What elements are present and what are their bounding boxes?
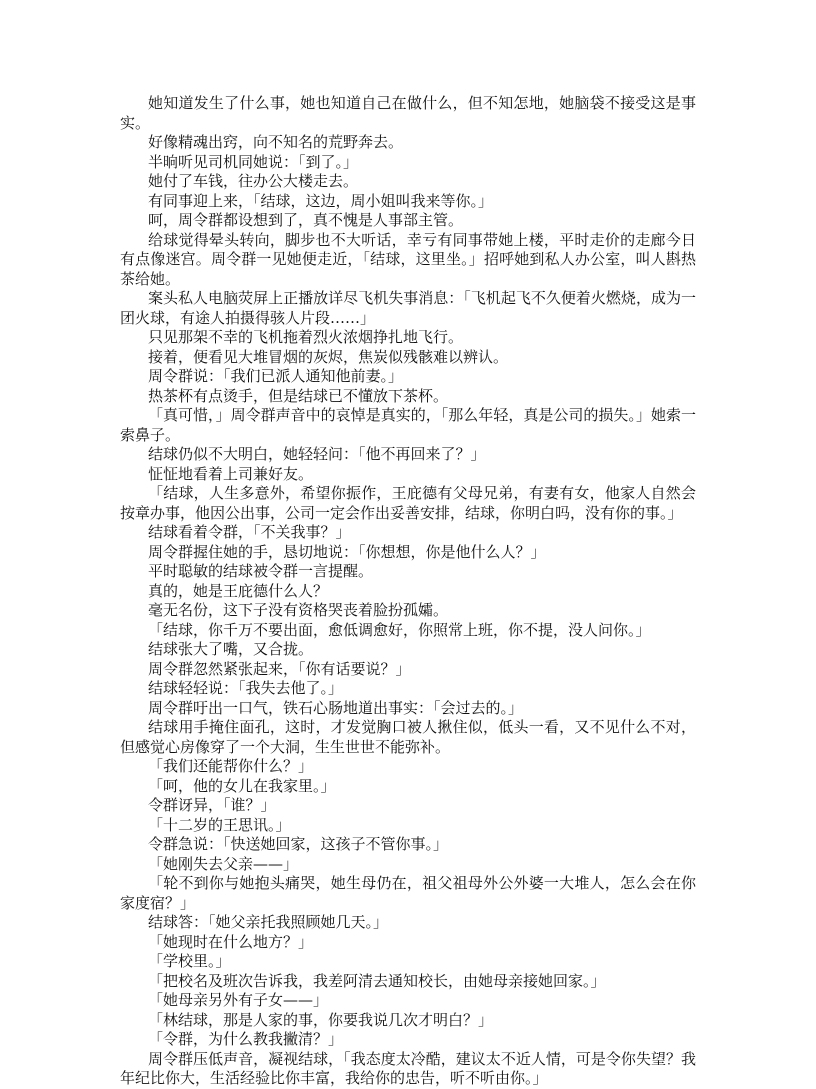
paragraph: 周令群握住她的手，恳切地说：「你想想，你是他什么人？」 [148,542,546,561]
paragraph: 毫无名份，这下子没有资格哭丧着脸扮孤孀。 [148,601,449,619]
paragraph: 结球答：「她父亲托我照顾她几天。」 [148,913,389,931]
paragraph: 结球用手掩住面孔，这时，才发觉胸口被人揪住似，低头一看，又不见什么不对，但感觉心房像穿了一个大洞，生生世世不能弥补。 [120,718,696,756]
paragraph: 「她母亲另外有子女——」 [148,991,329,1009]
paragraph: 平时聪敏的结球被令群一言提醒。 [148,562,374,580]
paragraph: 「结球，人生多意外，希望你振作，王庇德有父母兄弟，有妻有女，他家人自然会按章办事，他因公出事，公司一定会作出妥善安排，结球，你明白吗，没有你的事。」 [120,484,696,522]
paragraph: 周令群吁出一口气，铁石心肠地道出事实：「会过去的。」 [148,698,524,717]
paragraph: 呵，周令群都设想到了，真不愧是人事部主管。 [148,211,464,229]
paragraph: 「轮不到你与她抱头痛哭，她生母仍在，祖父祖母外公外婆一大堆人，怎么会在你家度宿？」 [120,874,696,912]
paragraph: 令群讶异，「谁？」 [148,796,276,814]
paragraph: 周令群忽然紧张起来，「你有话要说？」 [148,659,411,678]
paragraph: 周令群压低声音，凝视结球，「我态度太冷酷，建议太不近人情，可是令你失望？我年纪比你大，生活经验比你丰富，我给你的忠告，听不听由你。」 [120,1049,696,1087]
paragraph: 结球仍似不大明白，她轻轻问：「他不再回来了？」 [148,445,486,463]
paragraph: 「学校里。」 [148,952,231,970]
paragraph: 有同事迎上来，「结球，这边，周小姐叫我来等你。」 [148,191,494,210]
paragraph: 接着，便看见大堆冒烟的灰烬，焦炭似残骸难以辨认。 [148,347,509,366]
paragraph: 半晌听见司机同她说：「到了。」 [148,152,359,171]
document-page [120,94,696,1089]
paragraph: 「结球，你千万不要出面，愈低调愈好，你照常上班，你不提，没人问你。」 [148,620,651,639]
paragraph: 令群急说：「快送她回家，这孩子不管你事。」 [148,835,449,853]
paragraph: 「令群，为什么教我撇清？」 [148,1030,344,1048]
paragraph: 「呵，他的女儿在我家里。」 [148,776,336,795]
paragraph: 结球看着令群，「不关我事？」 [148,523,351,541]
paragraph: 真的，她是王庇德什么人？ [148,581,329,600]
paragraph: 「我们还能帮你什么？」 [148,757,314,775]
paragraph: 「她刚失去父亲——」 [148,854,299,873]
paragraph: 只见那架不幸的飞机拖着烈火浓烟挣扎地飞行。 [148,328,464,346]
paragraph: 结球张大了嘴，又合拢。 [148,640,314,658]
paragraph: 她付了车钱，往办公大楼走去。 [148,172,359,190]
paragraph: 给球觉得晕头转向，脚步也不大听话，幸亏有同事带她上楼，平时走价的走廊今日有点像迷宫。周令群一见她便走近，「结球，这里坐。」招呼她到私人办公室，叫人斟热茶给她。 [120,230,696,288]
paragraph: 案头私人电脑荧屏上正播放详尽飞机失事消息：「飞机起飞不久便着火燃烧，成为一团火球，有途人拍摄得骇人片段……」 [120,289,696,327]
paragraph: 「她现时在什么地方？」 [148,932,314,951]
paragraph: 结球轻轻说：「我失去他了。」 [148,679,344,697]
paragraph: 好像精魂出窍，向不知名的荒野奔去。 [148,133,404,151]
paragraph: 怔怔地看着上司兼好友。 [148,464,314,483]
paragraph: 「真可惜，」周令群声音中的哀悼是真实的，「那么年轻，真是公司的损失。」她索一索鼻子。 [120,406,696,444]
paragraph: 热茶杯有点烫手，但是结球已不懂放下茶杯。 [148,386,449,405]
paragraph: 「十二岁的王思讯。」 [148,815,291,834]
paragraph: 她知道发生了什么事，她也知道自己在做什么，但不知怎地，她脑袋不接受这是事实。 [120,94,696,132]
paragraph: 「把校名及班次告诉我，我差阿清去通知校长，由她母亲接她回家。」 [148,971,606,990]
paragraph: 周令群说：「我们已派人通知他前妻。」 [148,367,404,385]
paragraph: 「林结球，那是人家的事，你要我说几次才明白？」 [148,1010,494,1029]
